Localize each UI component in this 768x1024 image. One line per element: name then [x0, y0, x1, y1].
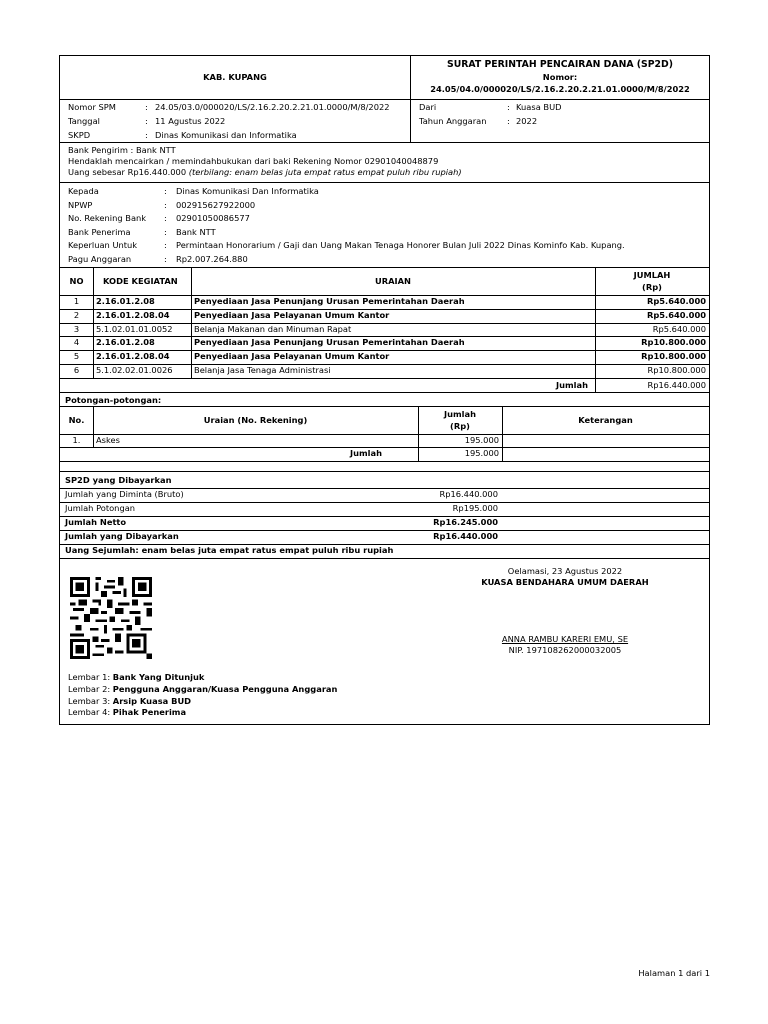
divider [502, 447, 503, 461]
row-jumlah: Rp5.640.000 [652, 323, 706, 334]
separator: : [507, 102, 510, 112]
qr-code [68, 577, 154, 659]
divider [60, 516, 709, 517]
sp2d-number: 24.05/04.0/000020/LS/2.16.2.20.2.21.01.0000/M/8/2022 [430, 84, 690, 94]
tahun-label: Tahun Anggaran [419, 116, 487, 126]
divider [93, 406, 94, 447]
row-jumlah: Rp5.640.000 [646, 309, 706, 320]
terbilang-total: Uang Sejumlah: enam belas juta empat ratus empat puluh ribu rupiah [65, 545, 394, 555]
row-kode: 2.16.01.2.08 [96, 337, 155, 348]
row-uraian: Penyediaan Jasa Pelayanan Umum Kantor [194, 351, 390, 362]
lembar-prefix: Lembar 4: [68, 707, 111, 718]
separator: : [164, 254, 167, 264]
lembar-item [68, 707, 186, 718]
sp2d-row-value: Rp16.440.000 [433, 531, 498, 541]
col-header-uraian: URAIAN [375, 276, 411, 286]
row-no: 6 [73, 365, 80, 375]
lembar-prefix: Lembar 1: [68, 672, 111, 682]
dari-label: Dari [419, 102, 437, 112]
separator: : [507, 116, 510, 126]
dari-value: Kuasa BUD [516, 102, 562, 112]
recipient-label: Keperluan Untuk [68, 240, 138, 251]
row-no: 2 [73, 309, 80, 320]
divider [60, 502, 709, 503]
row-jumlah: Rp10.800.000 [647, 365, 706, 375]
tahun-value: 2022 [516, 116, 538, 126]
separator: : [164, 186, 167, 196]
separator: : [145, 116, 148, 126]
divider [60, 406, 709, 407]
separator: : [164, 199, 167, 210]
nomor-label: Nomor: [542, 72, 578, 82]
col-header-jumlah: JUMLAH [633, 270, 671, 280]
sp2d-row-value: Rp195.000 [452, 503, 498, 513]
divider [60, 336, 709, 337]
signature-name [440, 634, 690, 645]
signature-place-date: Oelamasi, 23 Agustus 2022 [507, 566, 623, 576]
divider [60, 378, 709, 379]
lembar-prefix: Lembar 3: [68, 695, 111, 706]
skpd-value: Dinas Komunikasi dan Informatika [155, 130, 297, 140]
divider [60, 558, 709, 559]
tanggal-label: Tanggal [68, 116, 100, 126]
pot-header-no: No. [68, 415, 85, 425]
row-uraian: Penyediaan Jasa Pelayanan Umum Kantor [194, 309, 390, 320]
row-kode: 2.16.01.2.08.04 [96, 309, 170, 320]
divider [60, 295, 709, 296]
row-kode: 2.16.01.2.08.04 [96, 351, 170, 362]
sp2d-row-label: Jumlah Netto [65, 517, 127, 527]
row-no: 5 [73, 351, 80, 362]
row-no: 4 [73, 337, 80, 348]
divider [60, 471, 709, 472]
row-uraian: Penyediaan Jasa Penunjang Urusan Pemerintahan Daerah [194, 337, 465, 348]
potongan-row-no: 1. [72, 435, 81, 445]
divider [60, 461, 709, 462]
recipient-value: 02901050086577 [176, 213, 250, 224]
row-jumlah: Rp10.800.000 [641, 351, 706, 362]
divider [60, 350, 709, 351]
pot-header-jumlah: Jumlah [444, 409, 476, 419]
lembar-prefix: Lembar 2: [68, 683, 111, 694]
col-header-jumlah-unit: (Rp) [642, 282, 662, 292]
separator: : [164, 213, 167, 224]
potongan-row-jumlah: 195.000 [464, 435, 499, 445]
row-no: 1 [73, 296, 80, 306]
document-title: SURAT PERINTAH PENCAIRAN DANA (SP2D) [447, 59, 673, 70]
lembar-text: Bank Yang Ditunjuk [112, 672, 205, 682]
bank-amount-line [68, 167, 462, 178]
tanggal-value: 11 Agustus 2022 [155, 116, 226, 126]
lembar-text: Pihak Penerima [112, 707, 187, 718]
row-jumlah: Rp10.800.000 [641, 337, 706, 348]
lembar-text: Pengguna Anggaran/Kuasa Pengguna Anggaran [112, 683, 338, 694]
separator: : [145, 102, 148, 112]
recipient-value: Permintaan Honorarium / Gaji dan Uang Makan Tenaga Honorer Bulan Juli 2022 Dinas Kominfo Kab. Kupang. [176, 240, 625, 251]
sp2d-row-value: Rp16.440.000 [439, 489, 498, 499]
divider [60, 309, 709, 310]
nomor-spm-label: Nomor SPM [68, 102, 116, 112]
recipient-label: Pagu Anggaran [68, 254, 132, 264]
skpd-label: SKPD [68, 130, 91, 140]
signature-name-text: ANNA RAMBU KARERI EMU, SE [501, 634, 629, 644]
recipient-value: Dinas Komunikasi Dan Informatika [176, 186, 319, 196]
potongan-row-uraian: Askes [96, 435, 120, 445]
lembar-item [68, 684, 337, 695]
sp2d-row-value: Rp16.245.000 [433, 517, 498, 527]
recipient-label: No. Rekening Bank [68, 213, 147, 224]
divider [60, 142, 709, 143]
recipient-value: Rp2.007.264.880 [176, 254, 248, 264]
bank-amount: Uang sebesar Rp16.440.000 [68, 167, 187, 177]
potongan-total-value: 195.000 [464, 448, 499, 458]
col-header-no: NO [69, 276, 84, 286]
divider [60, 267, 709, 268]
lembar-item [68, 696, 191, 707]
potongan-total-label: Jumlah [350, 448, 382, 458]
divider [60, 323, 709, 324]
signature-nip: NIP. 197108262000032005 [508, 645, 622, 655]
divider [60, 530, 709, 531]
agency-name: KAB. KUPANG [203, 72, 267, 82]
row-uraian: Belanja Makanan dan Minuman Rapat [194, 323, 352, 334]
sp2d-row-label: Jumlah yang Diminta (Bruto) [65, 489, 184, 499]
divider [60, 392, 709, 393]
divider [60, 434, 709, 435]
divider [60, 99, 709, 100]
recipient-label: NPWP [68, 199, 93, 210]
page-number: Halaman 1 dari 1 [638, 968, 710, 978]
signature-role: KUASA BENDAHARA UMUM DAERAH [481, 577, 649, 587]
recipient-value: 002915627922000 [176, 199, 256, 210]
sp2d-row-label: Jumlah Potongan [65, 503, 136, 513]
col-header-kode: KODE KEGIATAN [103, 276, 178, 286]
pot-header-keterangan: Keterangan [578, 415, 633, 425]
activity-total-label: Jumlah [556, 380, 588, 390]
lembar-item [68, 672, 204, 683]
recipient-label: Kepada [68, 186, 99, 196]
nomor-spm-value: 24.05/03.0/000020/LS/2.16.2.20.2.21.01.0000/M/8/2022 [155, 102, 390, 112]
recipient-label: Bank Penerima [68, 226, 131, 237]
row-uraian: Penyediaan Jasa Penunjang Urusan Pemerintahan Daerah [194, 296, 465, 306]
separator: : [164, 240, 167, 251]
row-jumlah: Rp5.640.000 [646, 296, 706, 306]
bank-amount-words: (terbilang: enam belas juta empat ratus empat puluh ribu rupiah) [188, 167, 462, 177]
row-no: 3 [73, 323, 80, 334]
pot-header-jumlah-unit: (Rp) [450, 421, 470, 431]
bank-pengirim: Bank Pengirim : Bank NTT [68, 145, 176, 155]
row-kode: 5.1.02.02.01.0026 [96, 365, 173, 375]
divider [60, 488, 709, 489]
sp2d-row-label: Jumlah yang Dibayarkan [65, 531, 179, 541]
row-kode: 5.1.02.01.01.0052 [96, 323, 173, 334]
bank-instruction: Hendaklah mencairkan / memindahbukukan dari baki Rekening Nomor 02901040048879 [68, 156, 439, 166]
recipient-value: Bank NTT [176, 226, 216, 237]
sp2d-document [59, 55, 710, 725]
separator: : [164, 226, 167, 237]
sp2d-paid-title: SP2D yang Dibayarkan [65, 475, 172, 485]
divider [60, 364, 709, 365]
potongan-title: Potongan-potongan: [65, 395, 162, 405]
lembar-text: Arsip Kuasa BUD [112, 695, 192, 706]
row-kode: 2.16.01.2.08 [96, 296, 155, 306]
row-uraian: Belanja Jasa Tenaga Administrasi [194, 365, 331, 375]
divider [60, 182, 709, 183]
activity-total-value: Rp16.440.000 [647, 380, 706, 390]
divider [502, 406, 503, 447]
separator: : [145, 130, 148, 140]
pot-header-uraian: Uraian (No. Rekening) [203, 415, 308, 425]
